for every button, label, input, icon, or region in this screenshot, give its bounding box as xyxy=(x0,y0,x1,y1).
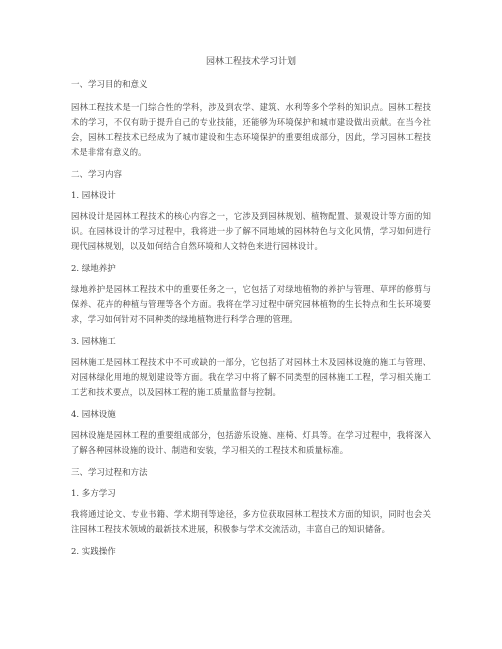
document-title: 园林工程技术学习计划 xyxy=(205,57,296,67)
section-heading-methods: 三、学习过程和方法 xyxy=(71,468,148,478)
paragraph-garden-design: 园林设计是园林工程技术的核心内容之一，它涉及到园林规划、植物配置、景观设计等方面的知识。在园林设计的学习过程中，我将进一步了解不同地域的园林特色与文化风情，学习如何进行现代园林规划，以及如何结合自然环境和人文特色来进行园林设计。 xyxy=(71,211,431,251)
document-body xyxy=(71,79,431,565)
subheading-practice: 2. 实践操作 xyxy=(71,547,116,557)
section-paragraph-purpose: 园林工程技术是一门综合性的学科，涉及到农学、建筑、水利等多个学科的知识点。园林工程技术的学习，不仅有助于提升自己的专业技能，还能够为环境保护和城市建设做出贡献。在当今社会，园林工程技术已经成为了城市建设和生态环境保护的重要组成部分，因此，学习园林工程技术是非常有意义的。 xyxy=(71,102,431,157)
subheading-multi-learning: 1. 多方学习 xyxy=(71,489,116,499)
paragraph-garden-construction: 园林施工是园林工程技术中不可或缺的一部分，它包括了对园林土木及园林设施的施工与管理、对园林绿化用地的规划建设等方面。我在学习中将了解不同类型的园林施工工程，学习相关施工工艺和技术要点，以及园林工程的施工质量监督与控制。 xyxy=(71,357,431,397)
section-heading-purpose: 一、学习目的和意义 xyxy=(71,80,148,90)
paragraph-multi-learning: 我将通过论文、专业书籍、学术期刊等途径，多方位获取园林工程技术方面的知识，同时也会关注园林工程技术领域的最新技术进展，积极参与学术交流活动，丰富自己的知识储备。 xyxy=(71,509,431,534)
subheading-garden-design: 1. 园林设计 xyxy=(71,191,116,201)
section-heading-content: 二、学习内容 xyxy=(71,170,123,180)
paragraph-garden-facilities: 园林设施是园林工程的重要组成部分，包括游乐设施、座椅、灯具等。在学习过程中，我将深入了解各种园林设施的设计、制造和安装，学习相关的工程技术和质量标准。 xyxy=(71,430,431,455)
subheading-green-maintenance: 2. 绿地养护 xyxy=(71,264,116,274)
paragraph-green-maintenance: 绿地养护是园林工程技术中的重要任务之一，它包括了对绿地植物的养护与管理、草坪的修剪与保养、花卉的种植与管理等各个方面。我将在学习过程中研究园林植物的生长特点和生长环境要求，学习如何针对不同种类的绿地植物进行科学合理的管理。 xyxy=(71,284,431,324)
subheading-garden-facilities: 4. 园林设施 xyxy=(71,410,116,420)
subheading-garden-construction: 3. 园林施工 xyxy=(71,337,116,347)
